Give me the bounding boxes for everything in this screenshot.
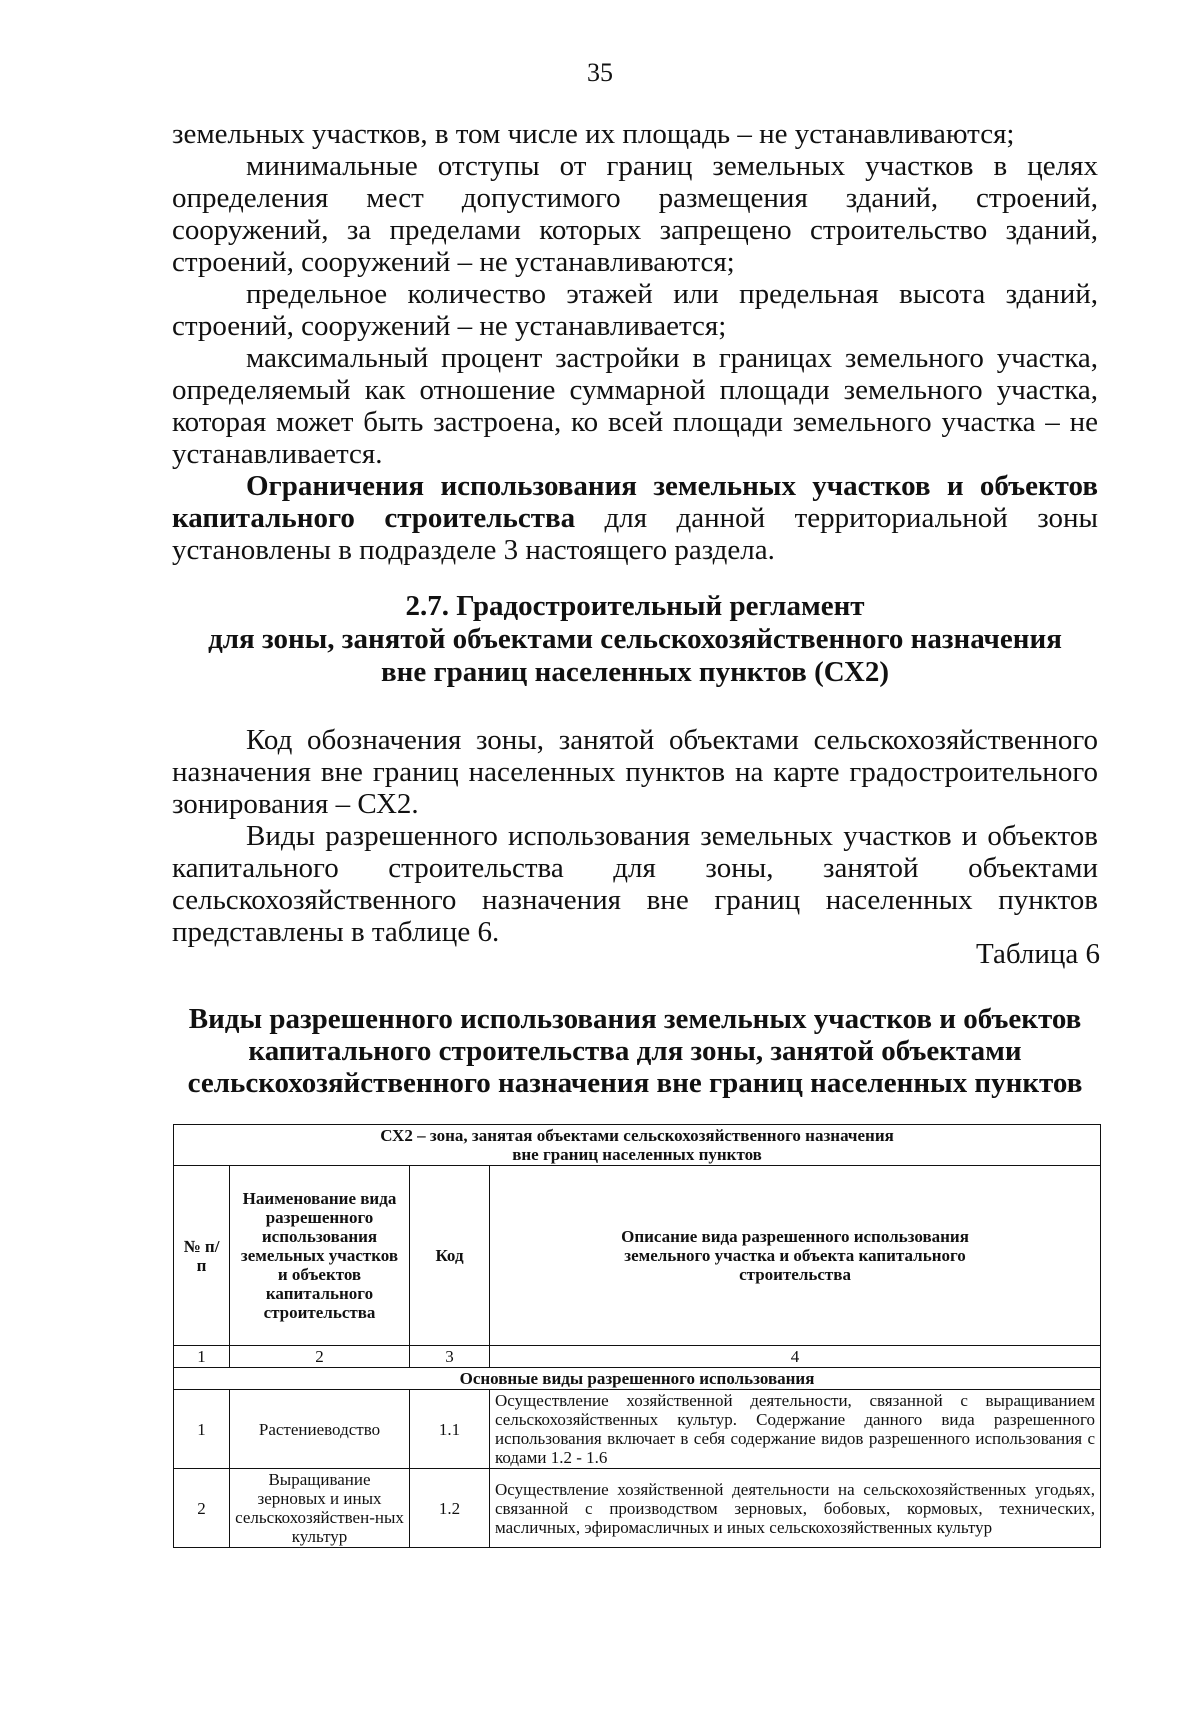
header-num: № п/п <box>174 1166 230 1346</box>
column-number-2: 2 <box>230 1346 410 1368</box>
paragraph-1: земельных участков, в том числе их площадь – не устанавливаются; <box>172 118 1015 150</box>
restrictions-bold: Ограничения использования земельных участков и объектов капитального строительства <box>172 470 1098 534</box>
section-row-cell: Основные виды разрешенного использования <box>174 1368 1101 1390</box>
table-heading-line-2: капитального строительства для зоны, занятой объектами <box>248 1035 1022 1067</box>
header-row <box>174 1166 1101 1346</box>
column-number-4: 4 <box>490 1346 1101 1368</box>
column-number-1: 1 <box>174 1346 230 1368</box>
zone-title-line-1: СХ2 – зона, занятая объектами сельскохозяйственного назначения <box>380 1126 894 1145</box>
paragraph-4: максимальный процент застройки в границах земельного участка, определяемый как отношение суммарной площади земельного участка, которая может быть застроена, ко всей площади земельного участка – не устанавливается. <box>172 342 1098 470</box>
section-heading-line-2: для зоны, занятой объектами сельскохозяйственного назначения <box>208 623 1062 655</box>
intro-text <box>172 724 1098 948</box>
column-number-3: 3 <box>410 1346 490 1368</box>
row-2-description: Осуществление хозяйственной деятельности на сельскохозяйственных угодьях, связанной с производством зерновых, бобовых, кормовых, технических, масличных, эфиромасличных и иных сельскохозяйственных культур <box>490 1469 1101 1548</box>
intro-paragraph-1: Код обозначения зоны, занятой объектами сельскохозяйственного назначения вне границ населенных пунктов на карте градостроительного зонирования – СХ2. <box>172 724 1098 820</box>
row-1-code: 1.1 <box>410 1390 490 1469</box>
column-number-row <box>174 1346 1101 1368</box>
table-row <box>174 1390 1101 1469</box>
header-code: Код <box>410 1166 490 1346</box>
row-1-name: Растениеводство <box>230 1390 410 1469</box>
header-description: Описание вида разрешенного использования земельного участка и объекта капитального строительства <box>490 1166 1101 1346</box>
page-number: 35 <box>587 58 613 87</box>
row-1-num: 1 <box>174 1390 230 1469</box>
table-heading-line-3: сельскохозяйственного назначения вне границ населенных пунктов <box>187 1067 1083 1099</box>
zone-title-line-2: вне границ населенных пунктов <box>512 1145 762 1164</box>
header-name: Наименование вида разрешенного использования земельных участков и объектов капитального строительства <box>230 1166 410 1346</box>
table-heading <box>172 1003 1098 1099</box>
section-row <box>174 1368 1101 1390</box>
intro-paragraph-2: Виды разрешенного использования земельных участков и объектов капитального строительства для зоны, занятой объектами сельскохозяйственного назначения вне границ населенных пунктов представлены в таблице 6. <box>172 820 1098 948</box>
table-row <box>174 1469 1101 1548</box>
regulation-text <box>172 118 1098 566</box>
row-2-name: Выращивание зерновых и иных сельскохозяйствен-ных культур <box>230 1469 410 1548</box>
row-1-description: Осуществление хозяйственной деятельности, связанной с выращиванием сельскохозяйственных культур. Содержание данного вида разрешенного использования включает в себя содержание видов разрешенного использования с кодами 1.2 - 1.6 <box>490 1390 1101 1469</box>
table-label: Таблица 6 <box>975 938 1100 970</box>
restrictions-paragraph <box>172 470 1098 566</box>
zone-title-cell <box>174 1125 1101 1166</box>
section-heading-line-3: вне границ населенных пунктов (СХ2) <box>380 656 890 688</box>
restrictions-rest: для данной территориальной зоны установлены в подразделе 3 настоящего раздела. <box>172 502 1099 566</box>
section-heading-line-1: 2.7. Градостроительный регламент <box>405 590 865 622</box>
row-2-num: 2 <box>174 1469 230 1548</box>
paragraph-3: предельное количество этажей или предельная высота зданий, строений, сооружений – не устанавливается; <box>172 278 1098 342</box>
table-heading-line-1: Виды разрешенного использования земельных участков и объектов <box>188 1003 1082 1035</box>
zone-title-row <box>174 1125 1101 1166</box>
paragraph-2: минимальные отступы от границ земельных участков в целях определения мест допустимого размещения зданий, строений, сооружений, за пределами которых запрещено строительство зданий, строений, сооружений – не устанавливаются; <box>172 150 1098 278</box>
section-heading <box>172 590 1098 689</box>
land-use-table <box>173 1124 1101 1548</box>
row-2-code: 1.2 <box>410 1469 490 1548</box>
